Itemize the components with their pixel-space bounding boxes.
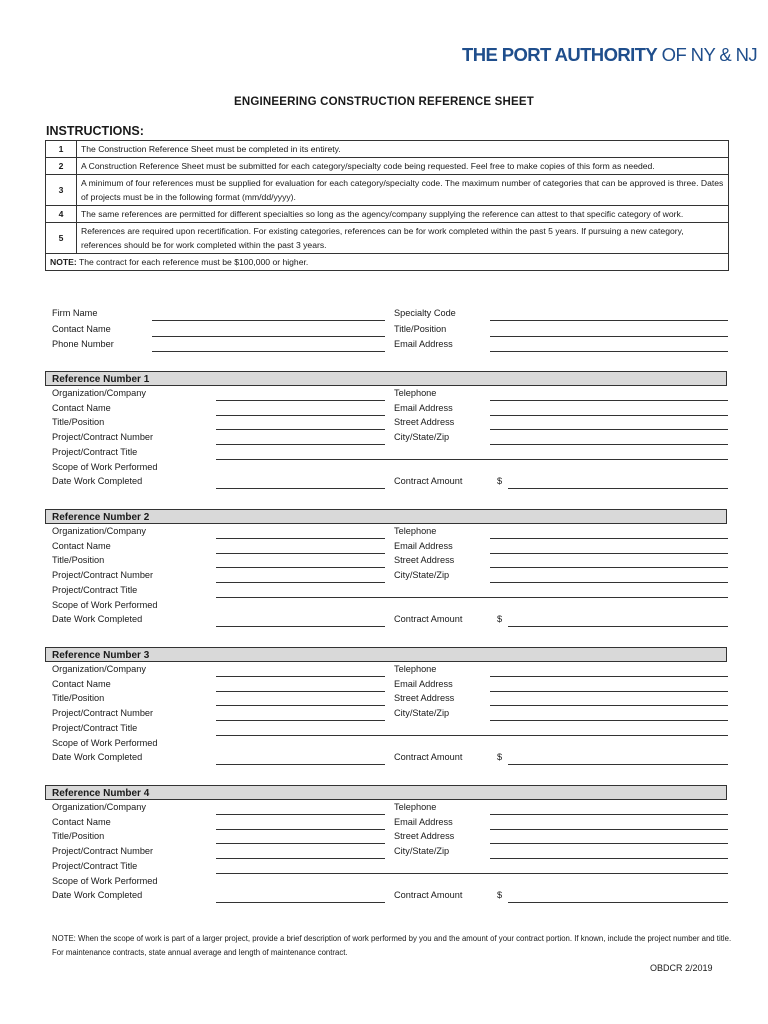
ref2-contract-amount-field[interactable]: [508, 626, 728, 627]
ref1-project-contract-number-label: Project/Contract Number: [52, 432, 154, 443]
ref2-contact-name-label: Contact Name: [52, 540, 111, 551]
ref1-street-address-field[interactable]: [490, 429, 728, 430]
title-position-label: Title/Position: [394, 323, 447, 334]
firm-name-field[interactable]: [152, 320, 385, 321]
ref3-currency-symbol: $: [497, 752, 503, 763]
ref3-project-contract-title-field[interactable]: [216, 735, 728, 736]
ref4-street-address-label: Street Address: [394, 831, 455, 842]
ref3-city-state-zip-label: City/State/Zip: [394, 708, 450, 719]
ref4-email-address-field[interactable]: [490, 829, 728, 830]
title-position-field[interactable]: [490, 336, 728, 337]
ref2-project-contract-number-label: Project/Contract Number: [52, 570, 154, 581]
instruction-number: 5: [46, 223, 77, 254]
ref1-email-address-label: Email Address: [394, 402, 453, 413]
ref4-title-position-label: Title/Position: [52, 831, 105, 842]
ref2-street-address-field[interactable]: [490, 567, 728, 568]
ref1-contact-name-field[interactable]: [216, 415, 385, 416]
ref4-email-address-label: Email Address: [394, 816, 453, 827]
logo-rest-text: OF NY & NJ: [657, 44, 758, 65]
ref4-contact-name-field[interactable]: [216, 829, 385, 830]
ref4-street-address-field[interactable]: [490, 843, 728, 844]
reference-header-4: Reference Number 4: [45, 785, 727, 800]
ref2-email-address-field[interactable]: [490, 553, 728, 554]
ref1-contract-amount-field[interactable]: [508, 488, 728, 489]
instruction-row: [46, 141, 729, 158]
specialty-code-label: Specialty Code: [394, 308, 456, 318]
ref4-organization-company-field[interactable]: [216, 814, 385, 815]
ref2-date-work-completed-label: Date Work Completed: [52, 614, 143, 625]
ref1-project-contract-title-field[interactable]: [216, 459, 728, 460]
email-address-field[interactable]: [490, 351, 728, 352]
ref4-project-contract-number-label: Project/Contract Number: [52, 846, 154, 857]
note-cell: [46, 254, 729, 271]
instruction-row: [46, 175, 729, 206]
ref2-contract-amount-label: Contract Amount: [394, 614, 463, 625]
ref2-project-contract-title-label: Project/Contract Title: [52, 584, 138, 595]
ref4-project-contract-title-field[interactable]: [216, 873, 728, 874]
ref3-street-address-label: Street Address: [394, 693, 455, 704]
ref4-city-state-zip-label: City/State/Zip: [394, 846, 450, 857]
phone-number-field[interactable]: [152, 351, 385, 352]
reference-header-2: Reference Number 2: [45, 509, 727, 524]
note-row: [46, 254, 729, 271]
ref3-contact-name-field[interactable]: [216, 691, 385, 692]
ref3-date-work-completed-label: Date Work Completed: [52, 752, 143, 763]
ref3-scope-of-work-performed-label: Scope of Work Performed: [52, 737, 158, 748]
reference-header-1: Reference Number 1: [45, 371, 727, 386]
ref3-city-state-zip-field[interactable]: [490, 720, 728, 721]
ref1-organization-company-label: Organization/Company: [52, 388, 146, 398]
ref3-organization-company-label: Organization/Company: [52, 664, 146, 674]
ref1-currency-symbol: $: [497, 476, 503, 487]
ref3-telephone-field[interactable]: [490, 676, 728, 677]
ref1-title-position-label: Title/Position: [52, 417, 105, 428]
ref2-street-address-label: Street Address: [394, 555, 455, 566]
instruction-text: The same references are permitted for different specialties so long as the agency/company supplying the reference can attest to that specific category of work.: [77, 206, 729, 223]
logo-bold-text: THE PORT AUTHORITY: [462, 44, 658, 65]
ref2-currency-symbol: $: [497, 614, 503, 625]
ref2-city-state-zip-label: City/State/Zip: [394, 570, 450, 581]
phone-number-label: Phone Number: [52, 339, 114, 349]
email-address-label: Email Address: [394, 339, 453, 349]
ref4-title-position-field[interactable]: [216, 843, 385, 844]
instruction-text: A Construction Reference Sheet must be submitted for each category/specialty code being requested. Feel free to make copies of this form as needed.: [77, 158, 729, 175]
ref2-project-contract-number-field[interactable]: [216, 582, 385, 583]
ref3-street-address-field[interactable]: [490, 705, 728, 706]
instruction-text: The Construction Reference Sheet must be completed in its entirety.: [77, 141, 729, 158]
instruction-row: [46, 206, 729, 223]
ref4-telephone-field[interactable]: [490, 814, 728, 815]
ref2-telephone-field[interactable]: [490, 538, 728, 539]
ref2-title-position-label: Title/Position: [52, 555, 105, 566]
form-code: OBDCR 2/2019: [650, 963, 713, 973]
footer-note: NOTE: When the scope of work is part of a larger project, provide a brief description of work performed by you and the amount of your contract portion. If known, include the project number and title. For maintenance contracts, state annual average and length of maintenance contract.: [52, 934, 732, 957]
ref2-project-contract-title-field[interactable]: [216, 597, 728, 598]
instruction-row: [46, 158, 729, 175]
instruction-row: [46, 223, 729, 254]
reference-header-3: Reference Number 3: [45, 647, 727, 662]
ref1-scope-of-work-performed-label: Scope of Work Performed: [52, 461, 158, 472]
instruction-text: References are required upon recertification. For existing categories, references can be for work completed within the past 5 years. If pursuing a new category, references should be for work completed within the past 3 years.: [77, 223, 729, 254]
ref4-scope-of-work-performed-label: Scope of Work Performed: [52, 875, 158, 886]
contact-name-field[interactable]: [152, 336, 385, 337]
ref2-contact-name-field[interactable]: [216, 553, 385, 554]
instruction-number: 1: [46, 141, 77, 158]
instruction-number: 2: [46, 158, 77, 175]
ref1-title-position-field[interactable]: [216, 429, 385, 430]
ref1-street-address-label: Street Address: [394, 417, 455, 428]
ref1-date-work-completed-label: Date Work Completed: [52, 476, 143, 487]
ref3-email-address-label: Email Address: [394, 678, 453, 689]
ref4-contract-amount-field[interactable]: [508, 902, 728, 903]
ref4-project-contract-number-field[interactable]: [216, 858, 385, 859]
firm-name-label: Firm Name: [52, 308, 98, 318]
ref4-date-work-completed-label: Date Work Completed: [52, 890, 143, 901]
ref1-telephone-label: Telephone: [394, 388, 437, 398]
ref1-city-state-zip-label: City/State/Zip: [394, 432, 450, 443]
ref4-organization-company-label: Organization/Company: [52, 802, 146, 812]
ref1-contract-amount-label: Contract Amount: [394, 476, 463, 487]
ref4-contract-amount-label: Contract Amount: [394, 890, 463, 901]
port-authority-logo: [462, 44, 758, 70]
ref1-date-work-completed-field[interactable]: [216, 488, 385, 489]
ref4-date-work-completed-field[interactable]: [216, 902, 385, 903]
note-label: NOTE:: [50, 257, 77, 267]
ref2-organization-company-label: Organization/Company: [52, 526, 146, 536]
ref3-project-contract-number-field[interactable]: [216, 720, 385, 721]
ref4-currency-symbol: $: [497, 890, 503, 901]
specialty-code-field[interactable]: [490, 320, 728, 321]
ref3-title-position-label: Title/Position: [52, 693, 105, 704]
ref2-scope-of-work-performed-label: Scope of Work Performed: [52, 599, 158, 610]
contact-name-label: Contact Name: [52, 323, 111, 334]
ref1-city-state-zip-field[interactable]: [490, 444, 728, 445]
ref2-telephone-label: Telephone: [394, 526, 437, 536]
ref1-project-contract-number-field[interactable]: [216, 444, 385, 445]
ref3-date-work-completed-field[interactable]: [216, 764, 385, 765]
ref1-contact-name-label: Contact Name: [52, 402, 111, 413]
ref3-project-contract-number-label: Project/Contract Number: [52, 708, 154, 719]
ref4-project-contract-title-label: Project/Contract Title: [52, 860, 138, 871]
instruction-text: A minimum of four references must be supplied for evaluation for each category/specialty code. The maximum number of categories that can be approved is three. Dates of projects must be in the following format (mm/dd/yyyy).: [77, 175, 729, 206]
ref3-project-contract-title-label: Project/Contract Title: [52, 722, 138, 733]
page-title: ENGINEERING CONSTRUCTION REFERENCE SHEET: [234, 96, 534, 108]
note-text: The contract for each reference must be $100,000 or higher.: [76, 257, 309, 267]
ref3-organization-company-field[interactable]: [216, 676, 385, 677]
ref4-contact-name-label: Contact Name: [52, 816, 111, 827]
ref3-contract-amount-label: Contract Amount: [394, 752, 463, 763]
ref3-contract-amount-field[interactable]: [508, 764, 728, 765]
instructions-heading: INSTRUCTIONS:: [46, 124, 144, 138]
ref2-organization-company-field[interactable]: [216, 538, 385, 539]
ref2-email-address-label: Email Address: [394, 540, 453, 551]
ref1-project-contract-title-label: Project/Contract Title: [52, 446, 138, 457]
ref3-email-address-field[interactable]: [490, 691, 728, 692]
ref4-telephone-label: Telephone: [394, 802, 437, 812]
ref1-organization-company-field[interactable]: [216, 400, 385, 401]
ref3-telephone-label: Telephone: [394, 664, 437, 674]
instruction-number: 4: [46, 206, 77, 223]
ref3-title-position-field[interactable]: [216, 705, 385, 706]
instruction-number: 3: [46, 175, 77, 206]
ref4-city-state-zip-field[interactable]: [490, 858, 728, 859]
instructions-table: [45, 140, 729, 271]
ref1-email-address-field[interactable]: [490, 415, 728, 416]
ref2-date-work-completed-field[interactable]: [216, 626, 385, 627]
ref1-telephone-field[interactable]: [490, 400, 728, 401]
ref3-contact-name-label: Contact Name: [52, 678, 111, 689]
ref2-city-state-zip-field[interactable]: [490, 582, 728, 583]
ref2-title-position-field[interactable]: [216, 567, 385, 568]
